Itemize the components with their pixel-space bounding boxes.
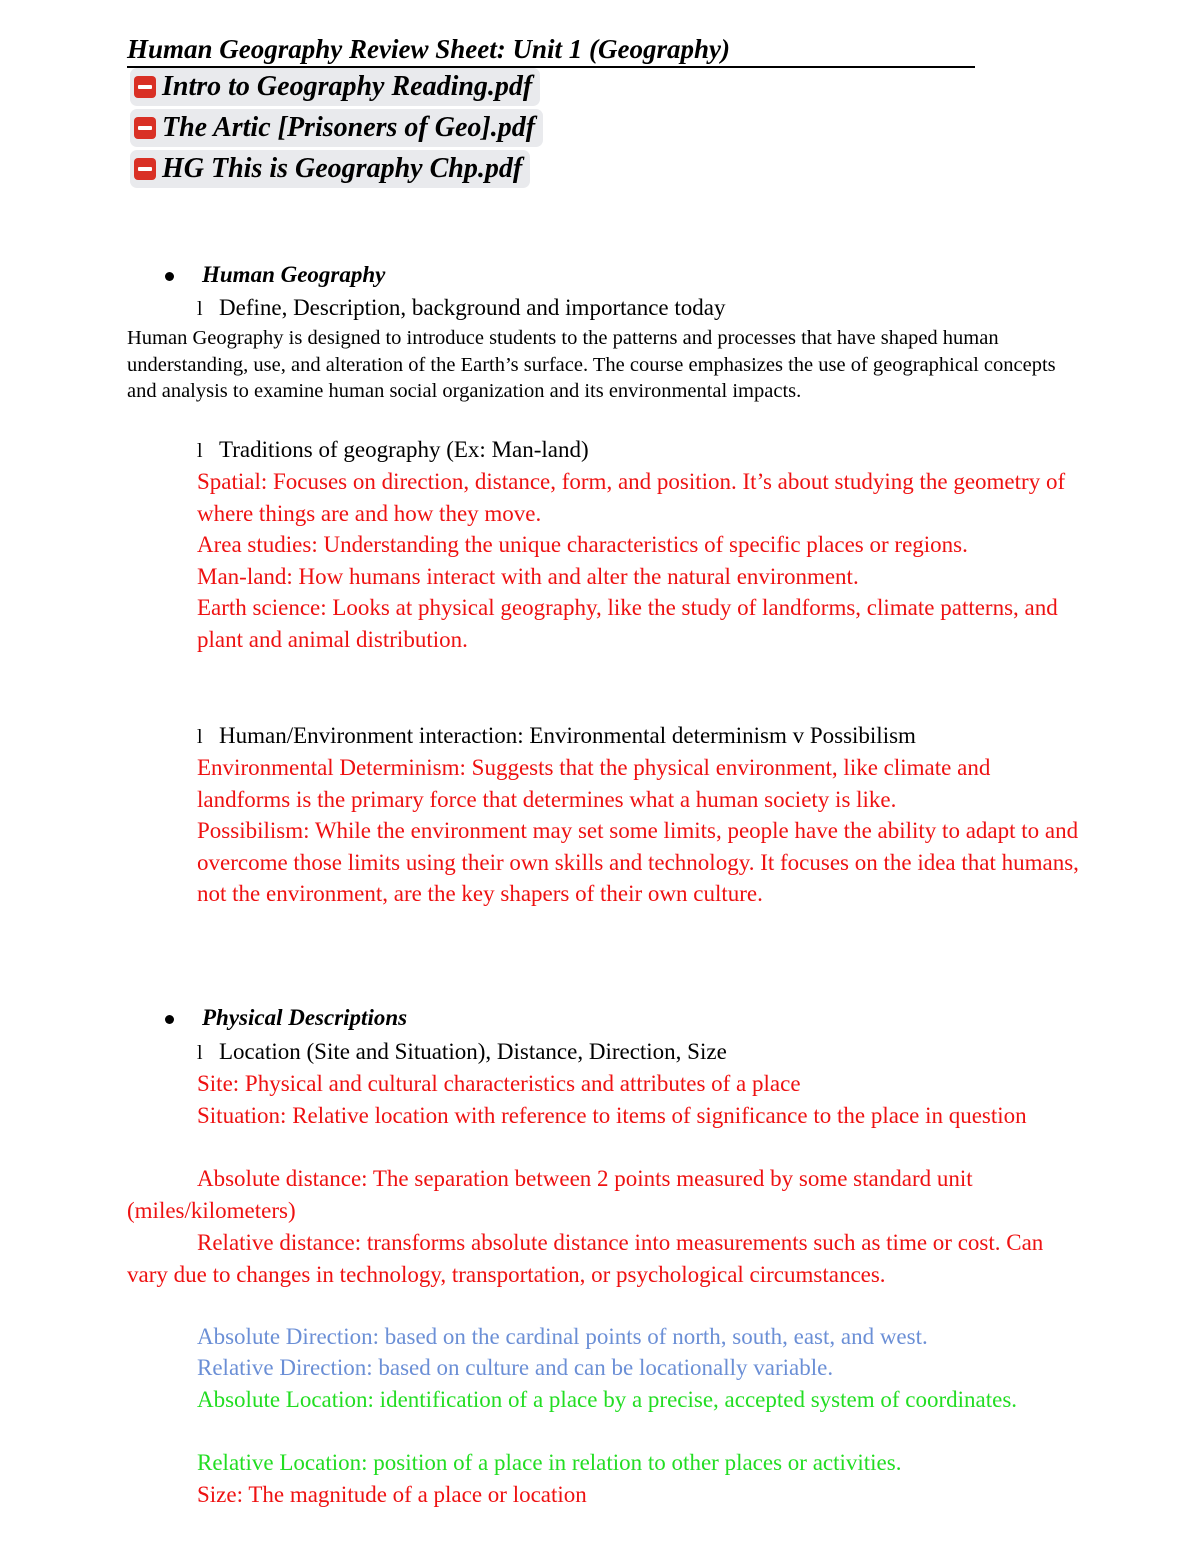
tradition-earth-science: Earth science: Looks at physical geography, like the study of landforms, climate patterns, and plant and animal distribution. [197, 595, 1058, 652]
pdf-file-icon [134, 117, 156, 139]
section-heading: Human Geography [202, 262, 386, 287]
environmental-determinism: Environmental Determinism: Suggests that the physical environment, like climate and landforms is the primary force that determines what a human society is like. [197, 755, 991, 812]
sub-item-label: Traditions of geography (Ex: Man-land) [219, 437, 589, 462]
sub-marker: l [197, 440, 203, 462]
sub-item-label: Human/Environment interaction: Environmental determinism v Possibilism [219, 723, 916, 748]
interaction-list [197, 752, 1087, 910]
pdf-file-icon [134, 76, 156, 98]
traditions-list [197, 466, 1087, 655]
bullet-physical-descriptions [165, 1005, 407, 1031]
situation-definition: Situation: Relative location with reference to items of significance to the place in question [197, 1102, 1027, 1128]
sub-item-interaction [197, 720, 916, 753]
bullet-icon [165, 272, 174, 281]
relative-direction-definition: Relative Direction: based on culture and can be locationally variable. [197, 1355, 834, 1380]
sub-item-label: Location (Site and Situation), Distance, Direction, Size [219, 1039, 727, 1064]
relative-location-definition: Relative Location: position of a place in relation to other places or activities. [197, 1450, 902, 1475]
tradition-spatial: Spatial: Focuses on direction, distance, form, and position. It’s about studying the geometry of where things are and how they move. [197, 469, 1066, 526]
tradition-man-land: Man-land: How humans interact with and alter the natural environment. [197, 563, 859, 589]
site-situation-list [197, 1068, 1087, 1131]
section-heading: Physical Descriptions [202, 1005, 408, 1030]
sub-marker: l [197, 1042, 203, 1064]
attachment-chip-artic[interactable] [130, 109, 543, 147]
relative-distance-definition: Relative distance: transforms absolute distance into measurements such as time or cost. Can vary due to changes in technology, transportation, or psychological circumstances. [127, 1230, 1044, 1287]
size-definition: Size: The magnitude of a place or location [197, 1482, 587, 1507]
possibilism: Possibilism: While the environment may set some limits, people have the ability to adapt to and overcome those limits using their own skills and technology. It focuses on the idea that humans, not the environment, are the key shapers of their own culture. [197, 818, 1079, 906]
sub-item-traditions [197, 434, 589, 467]
absolute-location-definition: Absolute Location: identification of a place by a precise, accepted system of coordinates. [197, 1387, 1018, 1412]
sub-item-define [197, 292, 725, 325]
sub-marker: l [197, 726, 203, 748]
tradition-area-studies: Area studies: Understanding the unique characteristics of specific places or regions. [197, 532, 968, 557]
attachment-label: The Artic [Prisoners of Geo].pdf [162, 112, 536, 143]
attachment-label: HG This is Geography Chp.pdf [162, 153, 523, 184]
attachment-chip-intro-reading[interactable] [130, 68, 540, 106]
absolute-direction-definition: Absolute Direction: based on the cardinal points of north, south, east, and west. [197, 1324, 928, 1349]
attachment-chip-this-is-geography[interactable] [130, 150, 530, 188]
sub-marker: l [197, 298, 203, 320]
bullet-icon [165, 1015, 174, 1024]
site-definition: Site: Physical and cultural characteristics and attributes of a place [197, 1071, 801, 1096]
pdf-file-icon [134, 158, 156, 180]
sub-item-location [197, 1036, 727, 1069]
definition-paragraph: Human Geography is designed to introduce students to the patterns and processes that have shaped human understanding, use, and alteration of the Earth’s surface. The course emphasizes the use of geographical concepts and analysis to examine human social organization and its environmental impacts. [127, 327, 1056, 402]
attachment-label: Intro to Geography Reading.pdf [162, 71, 533, 102]
sub-item-label: Define, Description, background and importance today [219, 295, 726, 320]
bullet-human-geography [165, 262, 385, 288]
absolute-distance-definition: Absolute distance: The separation between 2 points measured by some standard unit (miles/kilometers) [127, 1166, 973, 1223]
document-title: Human Geography Review Sheet: Unit 1 (Geography) [127, 32, 975, 68]
